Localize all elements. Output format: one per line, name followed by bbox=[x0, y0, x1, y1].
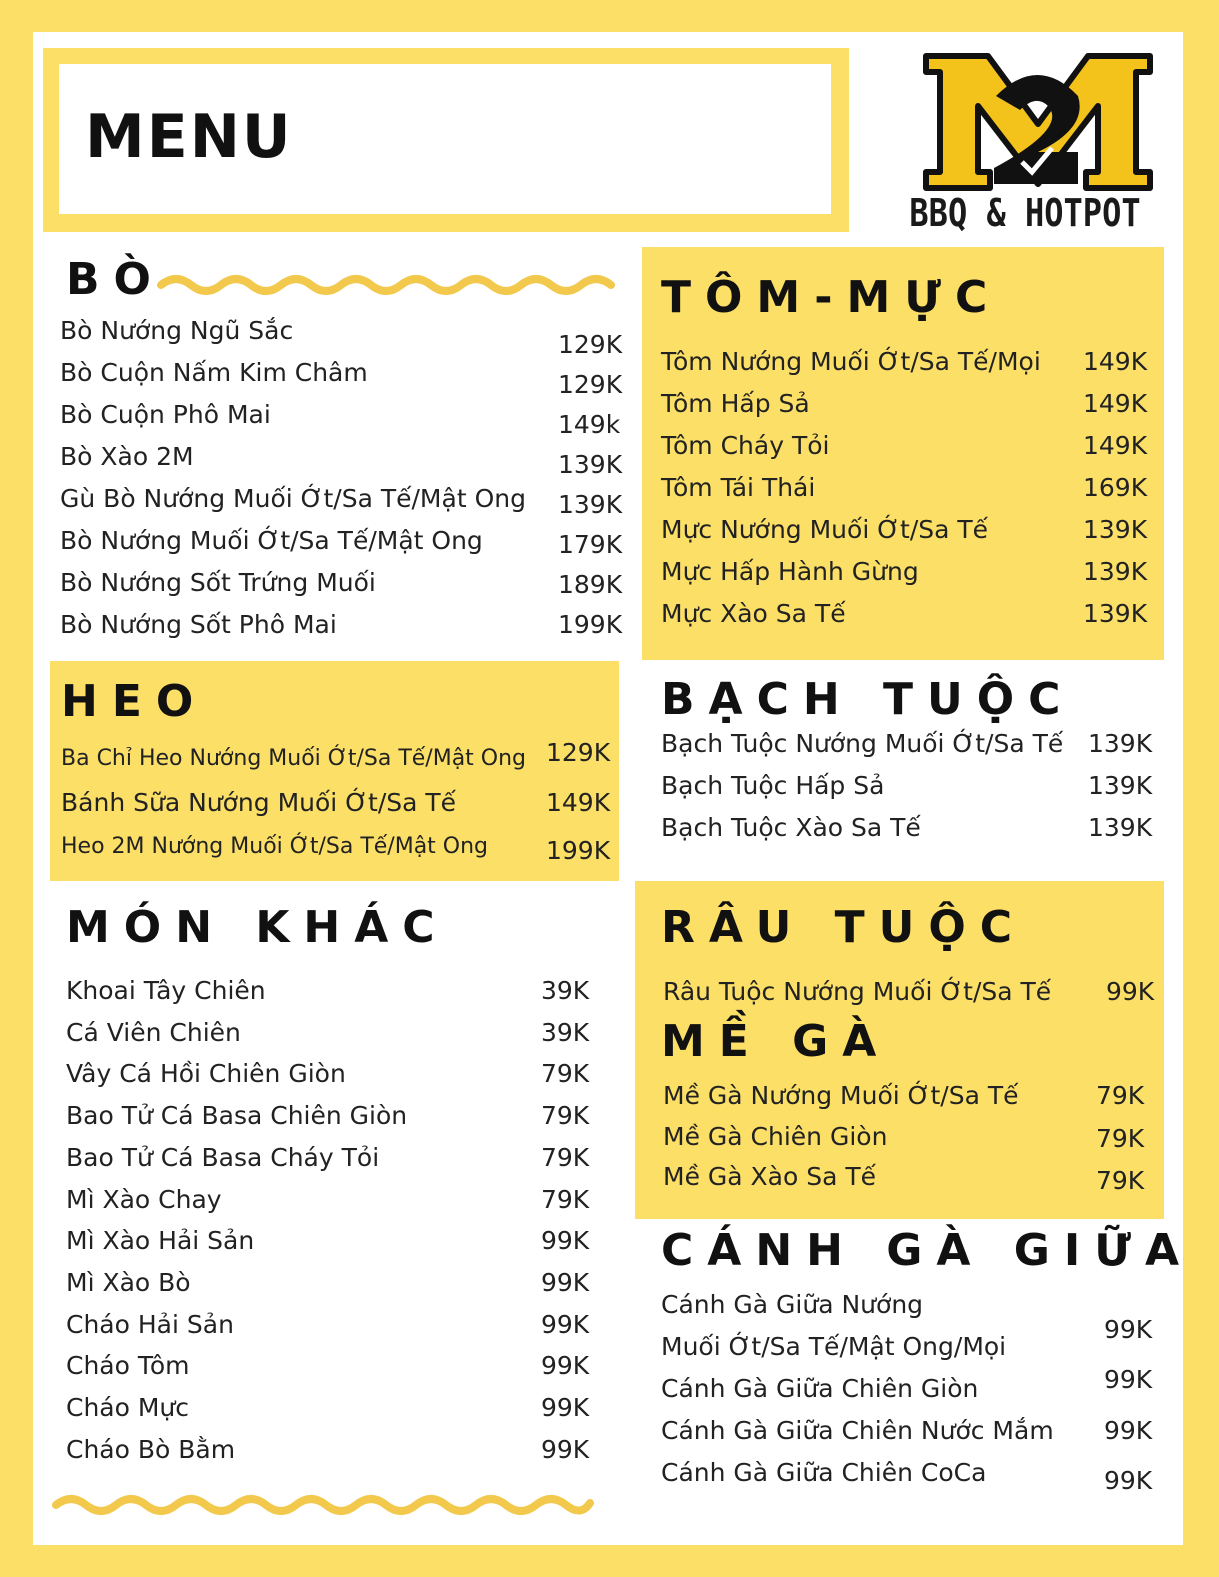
list-item: Tôm Hấp Sả bbox=[661, 389, 810, 418]
item-price: 39K bbox=[541, 1017, 590, 1047]
list-item: Cháo Hải Sản bbox=[66, 1309, 234, 1339]
section-heading-mon-khac: MÓN KHÁC bbox=[66, 902, 449, 953]
item-price: 79K bbox=[541, 1142, 590, 1172]
section-heading-bo: BÒ bbox=[66, 254, 165, 305]
item-price: 139K bbox=[558, 450, 623, 479]
list-item: Bò Nướng Ngũ Sắc bbox=[60, 316, 294, 345]
item-price: 199K bbox=[558, 610, 623, 639]
list-item: Bò Nướng Muối Ớt/Sa Tế/Mật Ong bbox=[60, 526, 483, 555]
item-price: 139K bbox=[1088, 771, 1153, 800]
list-item: Mề Gà Xào Sa Tế bbox=[663, 1162, 877, 1191]
list-item: Bò Cuộn Phô Mai bbox=[60, 400, 271, 429]
item-price: 79K bbox=[1096, 1166, 1145, 1195]
list-item: Bò Nướng Sốt Trứng Muối bbox=[60, 568, 376, 597]
list-item: Mì Xào Bò bbox=[66, 1267, 191, 1297]
list-item: Cháo Tôm bbox=[66, 1351, 190, 1381]
list-item: Vây Cá Hồi Chiên Giòn bbox=[66, 1059, 346, 1089]
section-heading-tom-muc: TÔM-MỰC bbox=[661, 272, 1002, 323]
section-heading-bach-tuoc: BẠCH TUỘC bbox=[661, 674, 1075, 725]
section-heading-rau-tuoc: RÂU TUỘC bbox=[661, 902, 1027, 953]
list-item-continued: Muối Ớt/Sa Tế/Mật Ong/Mọi bbox=[661, 1332, 1007, 1361]
item-price: 99K bbox=[1104, 1466, 1153, 1495]
list-item: Bao Tử Cá Basa Chiên Giòn bbox=[66, 1101, 408, 1131]
list-item: Tôm Cháy Tỏi bbox=[661, 431, 830, 460]
list-item: Cánh Gà Giữa Chiên Giòn bbox=[661, 1374, 979, 1403]
item-price: 79K bbox=[541, 1101, 590, 1131]
item-price: 99K bbox=[541, 1351, 590, 1381]
list-item: Mề Gà Chiên Giòn bbox=[663, 1122, 888, 1151]
list-item: Cánh Gà Giữa Nướng bbox=[661, 1290, 924, 1319]
list-item: Bao Tử Cá Basa Cháy Tỏi bbox=[66, 1142, 380, 1172]
wave-divider-icon bbox=[50, 1490, 595, 1520]
item-price: 199K bbox=[546, 836, 611, 865]
item-price: 129K bbox=[546, 738, 611, 767]
item-price: 169K bbox=[1083, 473, 1148, 502]
list-item: Ba Chỉ Heo Nướng Muối Ớt/Sa Tế/Mật Ong bbox=[61, 746, 527, 771]
list-item: Khoai Tây Chiên bbox=[66, 976, 266, 1005]
item-price: 99K bbox=[1106, 977, 1155, 1006]
item-price: 149K bbox=[1083, 431, 1148, 460]
list-item: Mực Nướng Muối Ớt/Sa Tế bbox=[661, 515, 989, 544]
list-item: Bạch Tuộc Xào Sa Tế bbox=[661, 813, 921, 842]
item-price: 99K bbox=[541, 1309, 590, 1339]
item-price: 99K bbox=[541, 1226, 590, 1256]
list-item: Cháo Mực bbox=[66, 1393, 190, 1422]
item-price: 99K bbox=[541, 1267, 590, 1297]
item-price: 139K bbox=[558, 490, 623, 519]
item-price: 129K bbox=[558, 330, 623, 359]
list-item: Bạch Tuộc Hấp Sả bbox=[661, 771, 885, 800]
item-price: 79K bbox=[541, 1059, 590, 1089]
section-heading-heo: HEO bbox=[61, 676, 208, 727]
wave-divider-icon bbox=[157, 270, 619, 300]
list-item: Cá Viên Chiên bbox=[66, 1017, 241, 1047]
list-item: Mề Gà Nướng Muối Ớt/Sa Tế bbox=[663, 1081, 1019, 1110]
item-price: 139K bbox=[1083, 599, 1148, 628]
list-item: Cánh Gà Giữa Chiên Nước Mắm bbox=[661, 1416, 1054, 1445]
item-price: 189K bbox=[558, 570, 623, 599]
item-price: 179K bbox=[558, 530, 623, 559]
list-item: Cháo Bò Bằm bbox=[66, 1434, 236, 1464]
item-price: 139K bbox=[1088, 813, 1153, 842]
item-price: 99K bbox=[541, 1393, 590, 1422]
item-price: 149K bbox=[1083, 347, 1148, 376]
list-item: Tôm Tái Thái bbox=[661, 473, 816, 502]
list-item: Mực Xào Sa Tế bbox=[661, 599, 846, 628]
list-item: Bánh Sữa Nướng Muối Ớt/Sa Tế bbox=[61, 788, 457, 817]
item-price: 139K bbox=[1088, 729, 1153, 758]
item-price: 149k bbox=[558, 410, 621, 439]
list-item: Heo 2M Nướng Muối Ớt/Sa Tế/Mật Ong bbox=[61, 834, 489, 859]
list-item: Bò Nướng Sốt Phô Mai bbox=[60, 610, 337, 639]
section-heading-canh-ga: CÁNH GÀ GIỮA bbox=[661, 1225, 1194, 1276]
item-price: 39K bbox=[541, 976, 590, 1005]
list-item: Râu Tuộc Nướng Muối Ớt/Sa Tế bbox=[663, 977, 1052, 1006]
item-price: 99K bbox=[1104, 1315, 1153, 1344]
list-item: Tôm Nướng Muối Ớt/Sa Tế/Mọi bbox=[661, 347, 1041, 376]
logo-subtitle: BBQ & HOTPOT bbox=[909, 190, 1141, 236]
item-price: 139K bbox=[1083, 557, 1148, 586]
list-item: Gù Bò Nướng Muối Ớt/Sa Tế/Mật Ong bbox=[60, 484, 526, 513]
item-price: 129K bbox=[558, 370, 623, 399]
list-item: Mì Xào Hải Sản bbox=[66, 1226, 255, 1256]
section-heading-me-ga: MỀ GÀ bbox=[661, 1016, 891, 1067]
item-price: 79K bbox=[541, 1184, 590, 1214]
item-price: 149K bbox=[546, 788, 611, 817]
list-item: Bạch Tuộc Nướng Muối Ớt/Sa Tế bbox=[661, 729, 1064, 758]
list-item: Cánh Gà Giữa Chiên CoCa bbox=[661, 1458, 987, 1487]
list-item: Mì Xào Chay bbox=[66, 1184, 222, 1214]
logo-mark-icon bbox=[918, 44, 1158, 204]
item-price: 149K bbox=[1083, 389, 1148, 418]
list-item: Bò Xào 2M bbox=[60, 442, 194, 471]
item-price: 99K bbox=[1104, 1416, 1153, 1445]
item-price: 139K bbox=[1083, 515, 1148, 544]
menu-sheet bbox=[33, 32, 1194, 1545]
item-price: 99K bbox=[541, 1434, 590, 1464]
item-price: 99K bbox=[1104, 1365, 1153, 1394]
list-item: Bò Cuộn Nấm Kim Châm bbox=[60, 358, 368, 387]
list-item: Mực Hấp Hành Gừng bbox=[661, 557, 919, 586]
page-title: MENU bbox=[85, 102, 293, 172]
item-price: 79K bbox=[1096, 1124, 1145, 1153]
item-price: 79K bbox=[1096, 1081, 1145, 1110]
